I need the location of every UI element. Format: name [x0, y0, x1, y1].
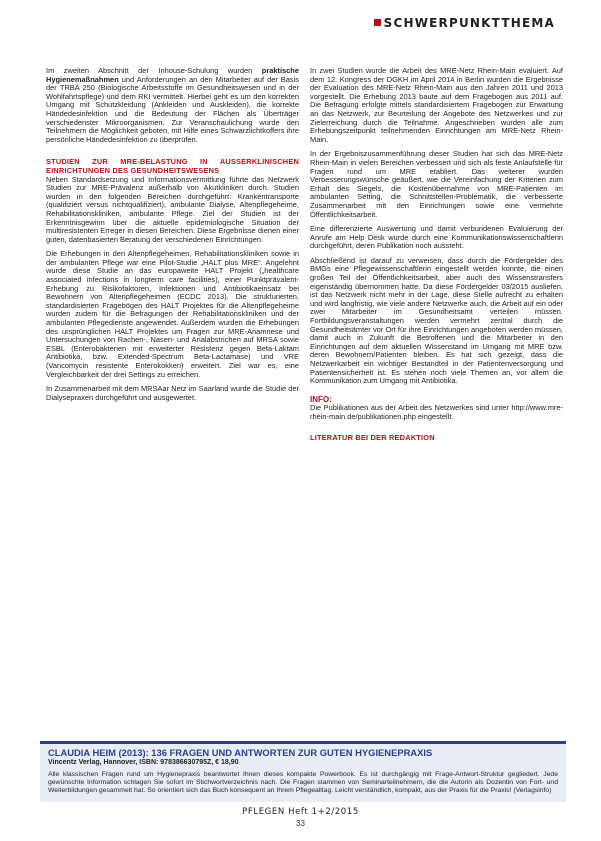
literature-note: LITERATUR BEI DER REDAKTION — [310, 432, 435, 442]
book-description: Alle klassischen Fragen rund um Hygienepraxis beantwortet Ihnen dieses kompakte Powerbook. Es ist durchgängig mit Frage-Antwort-Struktur gegliedert. Jede gewünschte Information schlagen Sie sofort im Stichwortverzeichnis nach. Die Fragen stammen von Seminarteilnehmern, die die Autorin als Dozentin von Fort- und Weiterbildungen gesammelt hat. So orientiert sich das Buch konsequent an Ihrem Pflegealltag. Leicht verständlich, kompakt, aus der Praxis für die Praxis! (Verlagsinfo) — [48, 771, 558, 795]
paragraph-conclusion: Abschließend ist darauf zu verweisen, dass durch die Fördergelder des BMGs eine Pflegewissenschaftlerin eingestellt werden konnte, die einen großen Teil der Öffentlichkeitsarbeit, aber auch des Wissenstransfers eigenständig übernommen hatte. Da diese Fördergelder 03/2015 ausliefen, ist das Netzwerk nicht mehr in der Lage, diese Stelle aufrecht zu erhalten und wird langfristig, wie viele andere Netzwerke auch, die Arbeit auf ein oder zwei Mitarbeiter im Gesundheitsamt verteilen müssen. Fortbildungsveranstaltungen werden vermehrt zentral durch die Gesundheitsämter vor Ort für ihre Einrichtungen angeboten werden müssen, damit auch in Zukunft die Betroffenen und die Mitarbeiter in den Einrichtungen auf dem aktuellen Wissenstand im Umgang mit MRE bzw. deren Bewohnern/Patienten bleiben. Es hat sich gezeigt, dass die Netzwerkarbeit ein wichtiger Bestandteil in der Patientenversorgung und Patientensicherheit ist. Es stehen noch viele Themen an, vor allem die Kommunikation zum Umgang mit Antibiotika. — [310, 255, 563, 386]
paragraph-text: und Anforderungen an den Mitarbeiter auf der Basis der TRBA 250 (Biologische Arbeitsstoffe im Gesundheitswesen und in der Wohlfahrtspflege) und dem RKI vermittelt. Hierbei geht es um den korrekten Umgang mit Schutzkleidung (Ankleiden und Auskleiden), die korrekte Händedesinfektion und die Bedeutung der Flächen als Überträger verschiedenster Mikroorganismen. Zur Veranschaulichung wurde den Teilnehmern die Möglichkeit geboten, mit Hilfe eines Schwarzlichtkoffers ihre persönliche Händedesinfektion zu überprüfen. — [46, 74, 299, 144]
book-publisher: Vincentz Verlag, Hannover, ISBN: 978386630795Z, € 18,90 — [48, 759, 239, 767]
paragraph-results: In der Ergebniszusammenführung dieser Studien hat sich das MRE-Netz Rhein-Main in vielen Bereichen verbessert und sich als feste Anlaufstelle für Fragen rund um MRE etabliert. Das weiterer wurden Verbesserungswünsche geäußert, wie die Vereinfachung der Kriterien zum Erhalt des Siegels, die Kostenübernahme von MRE-Patienten im ambulanten Setting, die Schnittstellen-Problematik, die verbesserte Zusammenarbeit mit den Einrichtungen sowie eine vermehrte Öffentlichkeitsarbeit. — [310, 149, 563, 219]
left-column — [46, 67, 299, 408]
info-heading: INFO: — [310, 394, 332, 404]
paragraph-dialysis: In Zusammenarbeit mit dem MRSAar Netz im Saarland wurde die Studie der Dialysepraxen durchgeführt und ausgewertet. — [46, 384, 299, 402]
right-column — [310, 67, 563, 442]
section-header — [374, 16, 555, 30]
paragraph-studies: Neben Standardsetzung und Informationsvermittlung führte das Netzwerk Studien zur MRE-Prävalenz außerhalb von Akutkliniken durch. Studien wurden in den folgenden Bereichen durchgeführt: Krankentransporte (qualifiziert versus nichtqualifiziert), ambulante Dialyse, Altenpflegeheime, Rehabilitationskliniken, ambulante Pflege. Ziel der Studien ist der Erkenntnisgewinn über die aktuelle epidemiologische Situation der multiresistenten Erreger in diesen Bereichen. Diese Ergebnisse dienen einer guten, datenbasierten Beratung der verschiedenen Einrichtungen. — [46, 174, 299, 244]
book-review-box — [40, 741, 566, 802]
page-number: 33 — [296, 819, 305, 828]
paragraph-halt: Die Erhebungen in den Altenpflegeheimen, Rehabilitationskliniken sowie in der ambulanten Pflege war eine Pilot-Studie „HALT plus MRE“. Angelehnt wurde diese Studie an das europaweite HALT Projekt („healthcare associated infections in longterm care facilities), einer Punktprävalent-Erhebung zu Risikofaktoren, Infektionen und Antibiotikaeinsatz bei Bewohnern von Altenpflegeheimen (ECDC 2013). Die strukturierten, standardisierten Fragebögen des HALT Projektes für die Altenpflegeheime wurden zudem für die Befragungen der Rehabilitationskliniken und der ambulanten Pflegedienste angewendet. Außerdem wurden die Erhebungen des ursprünglichen HALT Projektes um Fragen zur MRE-Anamnese und Untersuchungen von Rachen-, Nasen- und Analabstrichen auf MRSA sowie ESBL (Enterobakterien mit erweiterter Resistenz gegen Beta-Laktam Antibiotika, bzw. Extended-Spectrum Beta-Lactamase) und VRE (Vancomycin resistente Enterokokken) erweitert. Ziel war es, eine Vergleichbarkeit der drei Settings zu erreichen. — [46, 249, 299, 379]
section-title: SCHWERPUNKTTHEMA — [383, 16, 555, 30]
emphasis-text: praktische Hygienemaßnahmen — [46, 66, 299, 84]
paragraph-evaluation: In zwei Studien wurde die Arbeit des MRE-Netz Rhein-Main evaluiert. Auf dem 12. Kongress der DGKH im April 2014 in Berlin wurden die Ergebnisse der Evaluation des MRE-Netz Rhein-Main aus den Jahren 2011 und 2013 vorgestellt. Die Erhebung 2013 baute auf dem Fragebogen aus 2011 auf. Die Befragung erfolgte mittels standardisiertem Fragebogen zur Erwartung an das Netzwerk, zur Beurteilung der Angebote des Netzwerkes und zur Zielerreichung durch die Teilnahme. Angeschrieben wurden alle zum Erhebungszeitpunkt teilnehmenden Einrichtungen am MRE-Netz Rhein-Main. — [310, 66, 563, 144]
paragraph-hygiene — [46, 67, 299, 144]
info-text: Die Publikationen aus der Arbeit des Netzwerkes sind unter http://www.mre-rhein-main.de/publikationen.php eingestellt. — [310, 403, 563, 421]
paragraph-helpdesk: Eine differenzierte Auswertung und damit verbundenen Evaluierung der Anrufe am Help Desk wurde durch eine Kommunikationswissenschaftlerin durchgeführt, deren Publikation noch aussteht. — [310, 224, 563, 251]
subheading-studies: STUDIEN ZUR MRE-BELASTUNG IN AUSSERKLINISCHEN EINRICHTUNGEN DES GESUNDHEITSWESENS — [46, 157, 299, 175]
book-title: CLAUDIA HEIM (2013): 136 FRAGEN UND ANTWORTEN ZUR GUTEN HYGIENEPRAXIS — [48, 747, 433, 758]
section-marker-icon — [374, 19, 381, 26]
paragraph-text: Im zweiten Abschnitt der Inhouse-Schulung wurden — [46, 66, 262, 75]
journal-footer: PFLEGEN Heft 1+2/2015 — [242, 807, 359, 817]
